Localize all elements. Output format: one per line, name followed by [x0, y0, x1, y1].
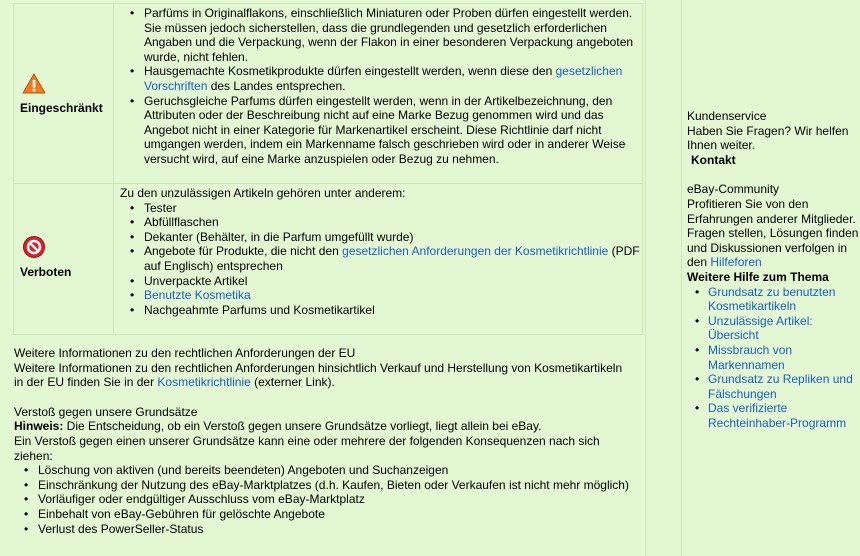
more-help-links [687, 285, 859, 431]
more-help-title: Weitere Hilfe zum Thema [687, 269, 829, 284]
consequences-list [14, 463, 629, 536]
restricted-content [120, 6, 640, 167]
forum-text: Fragen stellen, Lösungen finden und Diskussionen verfolgen in den Hilfeforen [687, 226, 859, 270]
list-item: • Hausgemachte Kosmetikprodukte dürfen eingestellt werden, wenn diese den gesetzlichen Vorschriften des Landes entsprechen. [120, 64, 640, 93]
forbidden-row [13, 183, 643, 335]
help-sidebar [681, 0, 860, 556]
list-item: • Tester [120, 201, 640, 216]
used-cosmetics-link[interactable]: Benutzte Kosmetika [144, 288, 251, 303]
cosmetics-directive-link[interactable]: Kosmetikrichtlinie [157, 375, 251, 390]
list-item [120, 288, 640, 303]
forbidden-intro: Zu den unzulässigen Artikeln gehören unter anderem: [120, 186, 406, 200]
list-item: • Abfüllflaschen [120, 215, 640, 230]
help-link-item [687, 343, 859, 372]
list-item: • Angebote für Produkte, die nicht den gesetzlichen Anforderungen der Kosmetikrichtlinie (PDF auf Englisch) entsprechen [120, 244, 640, 273]
help-link-item [687, 285, 859, 314]
replicas-counterfeits-link[interactable]: Grundsatz zu Repliken und Fälschungen [708, 372, 853, 401]
legal-regulations-link[interactable]: gesetzlichen Vorschriften [144, 64, 623, 93]
list-item: • Unverpackte Artikel [120, 274, 640, 289]
verified-rights-owner-link[interactable]: Das verifizierte Rechteinhaber-Programm [708, 401, 847, 430]
community-text: Profitieren Sie von den Erfahrungen anderer Mitglieder. [687, 196, 856, 226]
help-forums-link[interactable]: Hilfeforen [710, 255, 762, 270]
violation-hint: Hinweis: Die Entscheidung, ob ein Verstoß gegen unsere Grundsätze vorliegt, liegt allein bei eBay. [14, 419, 542, 434]
prohibited-icon [22, 235, 46, 259]
restricted-row [13, 3, 643, 184]
forbidden-label: Verboten [20, 265, 72, 279]
help-sidebar-content [687, 109, 859, 430]
list-item: • Parfüms in Originalflakons, einschließlich Miniaturen oder Proben dürfen eingestellt werden. Sie müssen jedoch sicherstellen, dass die grundlegenden und gesetzlich erforderlichen Angaben und die Verpackung, wenn der Flakon in einer besonderen Verpackung angeboten wurde, nicht fehlen. [120, 6, 640, 64]
customer-service-title: Kundenservice [687, 109, 767, 123]
forbidden-content [120, 186, 640, 317]
list-item: • Geruchsgleiche Parfums dürfen eingestellt werden, wenn in der Artikelbezeichnung, den Attributen oder der Beschreibung nicht auf eine Marke Bezug genommen wird und das Angebot nicht in einer Kategorie für Markenartikel erscheint. Diese Richtlinie darf nicht umgangen werden, indem ein Markenname falsch geschrieben wird oder in anderer Weise versucht wird, auf eine Marke anzuspielen oder Bezug zu nehmen. [120, 94, 640, 167]
consequences-intro: Ein Verstoß gegen einen unserer Grundsätze kann eine oder mehrere der folgenden Konsequenzen nach sich ziehen: [14, 433, 600, 463]
list-item: • Verlust des PowerSeller-Status [14, 522, 629, 537]
contact-link[interactable]: Kontakt [691, 152, 736, 167]
restricted-label: Eingeschränkt [20, 101, 103, 115]
community-title: eBay-Community [687, 182, 780, 197]
list-item: • Löschung von aktiven (und bereits beendeten) Angeboten und Suchanzeigen [14, 463, 629, 478]
warning-icon [22, 72, 46, 96]
policy-details [14, 346, 629, 536]
legal-heading: Weitere Informationen zu den rechtlichen Anforderungen der EU [14, 346, 356, 360]
restricted-label-cell [14, 4, 114, 183]
cosmetics-directive-requirements-link[interactable]: gesetzlichen Anforderungen der Kosmetikrichtlinie [342, 244, 609, 259]
legal-text: Weitere Informationen zu den rechtlichen Anforderungen hinsichtlich Verkauf und Herstellung von Kosmetikartikeln in der EU finden Sie in der Kosmetikrichtlinie (externer Link). [14, 360, 623, 390]
prohibited-items-overview-link[interactable]: Unzulässige Artikel: Übersicht [708, 313, 813, 343]
restricted-list [120, 6, 640, 167]
used-cosmetics-policy-link[interactable]: Grundsatz zu benutzten Kosmetikartikeln [708, 284, 836, 314]
help-link-item [687, 372, 859, 401]
list-item: • Nachgeahmte Parfums und Kosmetikartikel [120, 303, 640, 318]
violation-heading: Verstoß gegen unsere Grundsätze [14, 404, 198, 419]
list-item: • Einbehalt von eBay-Gebühren für gelöschte Angebote [14, 507, 629, 522]
forbidden-label-cell [14, 184, 114, 334]
help-link-item [687, 314, 859, 343]
list-item: • Einschränkung der Nutzung des eBay-Marktplatzes (d.h. Kaufen, Bieten oder Verkaufen ist nicht mehr möglich) [14, 478, 629, 493]
list-item: • Dekanter (Behälter, in die Parfum umgefüllt wurde) [120, 230, 640, 245]
help-link-item [687, 401, 859, 430]
forbidden-list [120, 201, 640, 318]
customer-service-text: Haben Sie Fragen? Wir helfen Ihnen weiter. [687, 123, 849, 153]
list-item: • Vorläufiger oder endgültiger Ausschluss vom eBay-Marktplatz [14, 492, 629, 507]
brand-misuse-link[interactable]: Missbrauch von Markennamen [708, 342, 793, 372]
